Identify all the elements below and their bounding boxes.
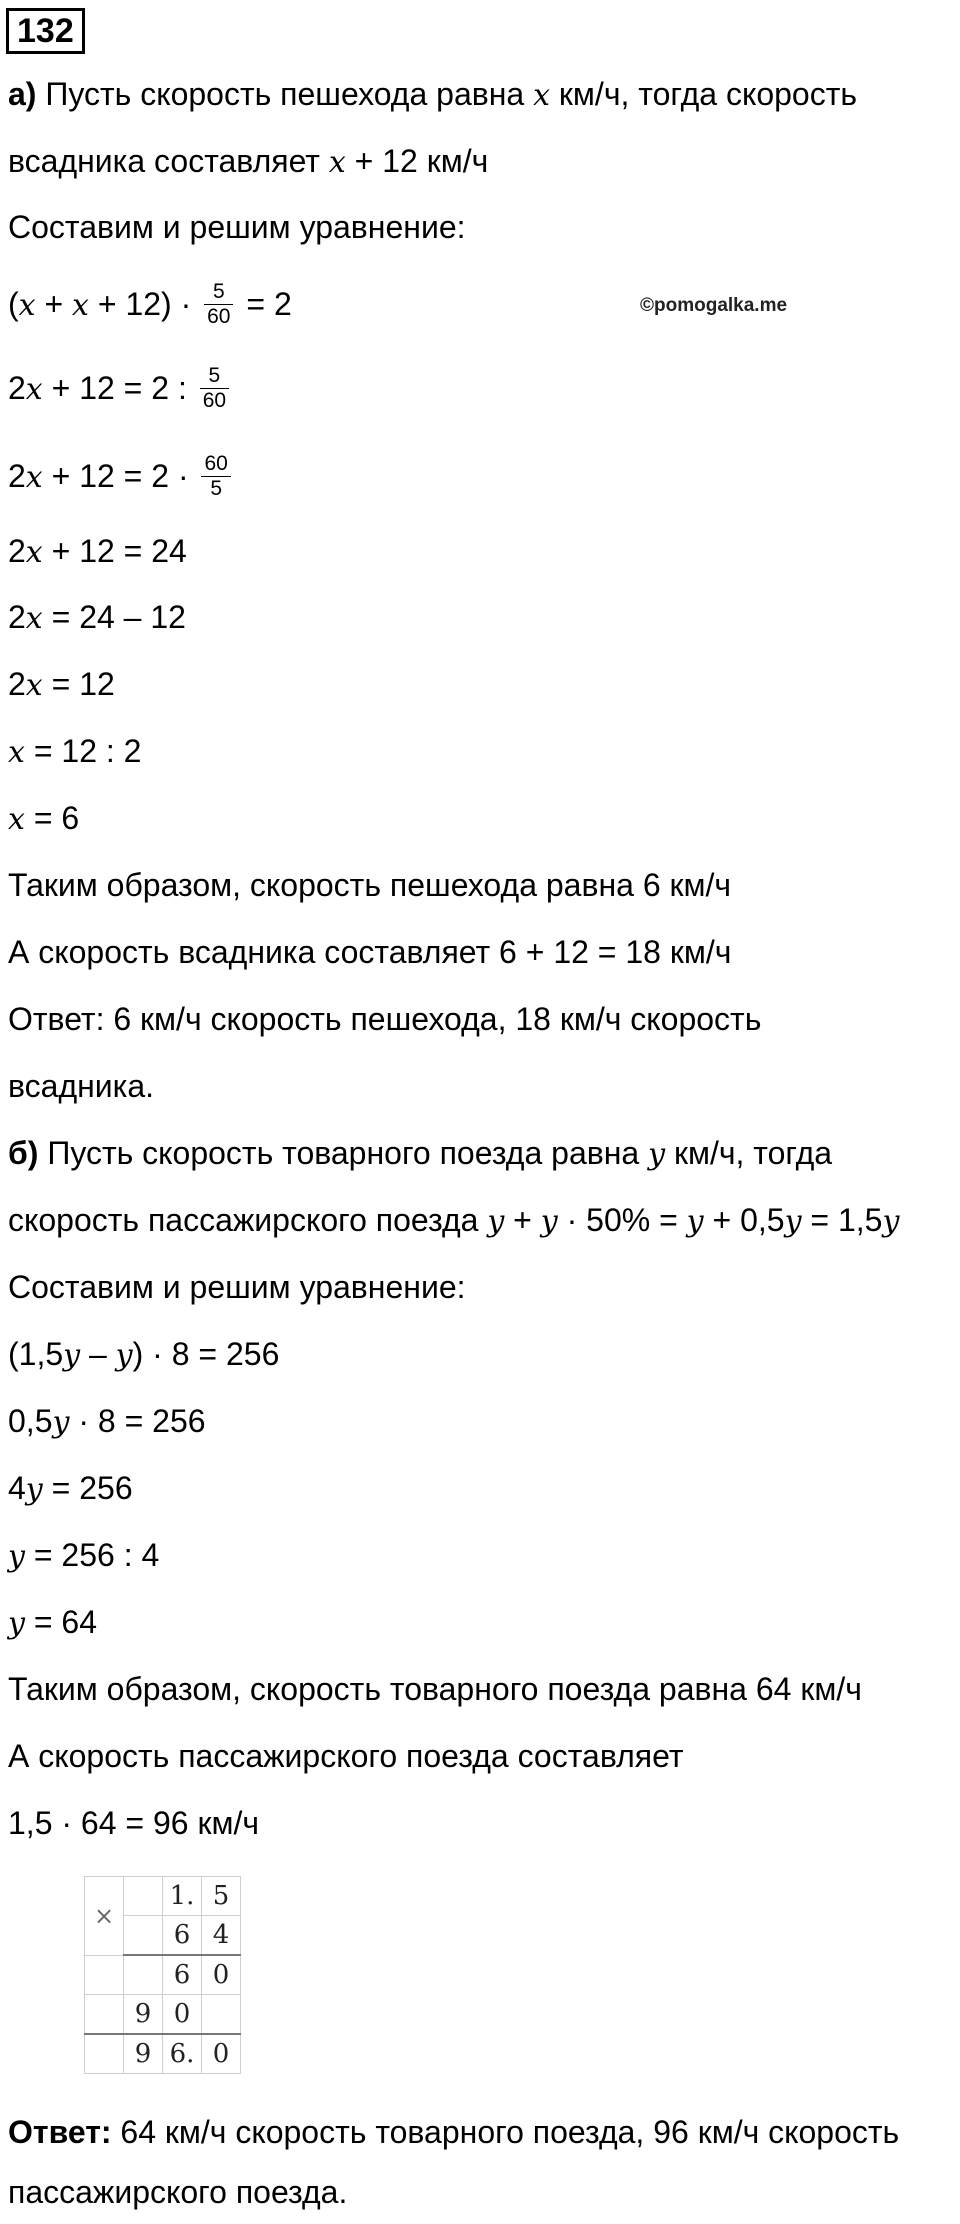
text: скорость пассажирского поезда xyxy=(8,1202,479,1238)
calc-cell: 6. xyxy=(163,2034,202,2074)
part-a-intro-line-1 xyxy=(8,74,857,116)
part-a-equation-1 xyxy=(8,282,292,331)
text: = 64 xyxy=(24,1604,98,1640)
part-b-equation-4 xyxy=(8,1535,159,1577)
text: 2 xyxy=(8,533,26,569)
part-b-compose: Составим и решим уравнение: xyxy=(8,1269,466,1305)
text: = 2 xyxy=(246,285,292,322)
text: = 256 : 4 xyxy=(24,1537,160,1573)
text: км/ч, тогда скорость xyxy=(558,76,858,112)
variable: x xyxy=(72,287,89,323)
part-b-equation-1 xyxy=(8,1334,279,1376)
part-b-intro-line-1 xyxy=(8,1133,832,1175)
text: + 12 = 2 : xyxy=(42,369,187,406)
multiply-operator: × xyxy=(85,1877,124,1956)
text: ( xyxy=(8,285,19,322)
part-b-marker: б) xyxy=(8,1135,39,1171)
part-b-result-3: 1,5 · 64 = 96 км/ч xyxy=(8,1805,260,1841)
text: всадника составляет xyxy=(8,143,320,179)
variable: x xyxy=(8,735,25,770)
text: (1,5 xyxy=(8,1336,64,1372)
fraction-numerator: 5 xyxy=(204,280,233,305)
calc-cell: 9 xyxy=(124,2034,163,2074)
part-b-result-1: Таким образом, скорость товарного поезда равна 64 км/ч xyxy=(8,1671,862,1707)
part-b-result-2: А скорость пассажирского поезда составляет xyxy=(8,1738,684,1774)
fraction xyxy=(204,280,233,329)
part-a-equation-6 xyxy=(8,664,115,706)
fraction-denominator: 60 xyxy=(207,305,231,328)
text: – xyxy=(80,1336,116,1372)
calc-cell: 0 xyxy=(202,1955,241,1995)
variable: y xyxy=(63,1338,81,1373)
variable: x xyxy=(25,601,43,636)
variable: y xyxy=(882,1204,900,1239)
calc-cell xyxy=(124,1955,163,1995)
variable: y xyxy=(115,1338,133,1373)
text: = 12 : 2 xyxy=(24,733,142,769)
variable: x xyxy=(25,371,43,407)
part-a-equation-4 xyxy=(8,531,187,573)
variable: y xyxy=(540,1204,558,1239)
variable: y xyxy=(648,1137,666,1172)
variable: x xyxy=(25,459,43,495)
variable: y xyxy=(25,1472,43,1507)
variable: x xyxy=(25,668,43,703)
variable: y xyxy=(487,1204,505,1239)
text: 2 xyxy=(8,666,26,702)
text: + 12 = 2 · xyxy=(42,457,189,494)
calc-cell xyxy=(124,1877,163,1916)
part-a-answer-1: Ответ: 6 км/ч скорость пешехода, 18 км/ч скорость xyxy=(8,1001,762,1037)
variable: x xyxy=(25,535,43,570)
calc-cell: 0 xyxy=(202,2034,241,2074)
part-a-equation-2 xyxy=(8,366,233,415)
fraction-denominator: 60 xyxy=(202,389,227,412)
text: 4 xyxy=(8,1470,26,1506)
calc-cell: 9 xyxy=(124,1995,163,2035)
calc-cell xyxy=(85,1995,124,2035)
column-multiplication xyxy=(84,1876,241,2074)
text: 0,5 xyxy=(8,1403,53,1439)
text: = 256 xyxy=(42,1470,133,1506)
part-a-answer-2: всадника. xyxy=(8,1068,155,1104)
part-b-equation-2 xyxy=(8,1401,206,1443)
text: ) · 8 = 256 xyxy=(132,1336,280,1372)
text: + 12 = 24 xyxy=(42,533,187,569)
part-a-equation-5 xyxy=(8,597,186,639)
part-b-answer-2: пассажирского поезда. xyxy=(8,2174,348,2210)
text: + xyxy=(504,1202,541,1238)
part-a-result-2: А скорость всадника составляет 6 + 12 = 18 км/ч xyxy=(8,934,732,970)
variable: x xyxy=(8,802,25,837)
text: 2 xyxy=(8,369,26,406)
calc-cell xyxy=(202,1995,241,2035)
variable: y xyxy=(8,1606,25,1641)
text: км/ч, тогда xyxy=(673,1135,833,1171)
calc-cell xyxy=(124,1916,163,1956)
answer-label: Ответ: xyxy=(8,2114,112,2150)
calc-cell xyxy=(85,2034,124,2074)
calc-cell: 5 xyxy=(202,1877,241,1916)
part-a-intro-line-2 xyxy=(8,141,488,183)
text: = 24 – 12 xyxy=(42,599,186,635)
fraction xyxy=(200,364,229,413)
watermark: ©pomogalka.me xyxy=(640,295,788,316)
part-a-equation-8 xyxy=(8,798,79,840)
calc-cell: 4 xyxy=(202,1916,241,1956)
variable: y xyxy=(686,1204,704,1239)
text: · 50% = xyxy=(557,1202,687,1238)
text: 2 xyxy=(8,599,26,635)
part-b-intro-line-2 xyxy=(8,1200,899,1242)
part-b-answer-1 xyxy=(8,2112,899,2152)
part-a-marker: а) xyxy=(8,76,37,112)
part-a-compose: Составим и решим уравнение: xyxy=(8,209,466,245)
calc-cell: 0 xyxy=(163,1995,202,2035)
text: + xyxy=(35,285,73,322)
part-a-equation-3 xyxy=(8,454,235,503)
text: + 12 км/ч xyxy=(354,143,489,179)
text: = 12 xyxy=(42,666,115,702)
calc-cell xyxy=(85,1955,124,1995)
calc-cell: 6 xyxy=(163,1955,202,1995)
text: = 1,5 xyxy=(801,1202,883,1238)
variable: x xyxy=(18,287,36,323)
fraction xyxy=(201,452,230,501)
variable: y xyxy=(784,1204,802,1239)
fraction-numerator: 60 xyxy=(201,452,230,477)
variable: y xyxy=(8,1539,25,1574)
variable: x xyxy=(533,78,551,113)
text: + 12) · xyxy=(88,285,192,322)
calc-cell: 1. xyxy=(163,1877,202,1916)
fraction-numerator: 5 xyxy=(200,364,229,389)
text: = 6 xyxy=(24,800,80,836)
variable: x xyxy=(328,145,346,180)
calc-cell: 6 xyxy=(163,1916,202,1956)
text: · 8 = 256 xyxy=(69,1403,206,1439)
problem-number: 132 xyxy=(6,8,85,54)
part-b-equation-5 xyxy=(8,1602,97,1644)
part-b-equation-3 xyxy=(8,1468,133,1510)
fraction-denominator: 5 xyxy=(210,477,222,500)
text: 64 км/ч скорость товарного поезда, 96 км/ч скорость xyxy=(111,2114,900,2150)
part-a-result-1: Таким образом, скорость пешехода равна 6 км/ч xyxy=(8,867,732,903)
text: + 0,5 xyxy=(703,1202,785,1238)
text: Пусть скорость пешехода равна xyxy=(45,76,525,112)
text: Пусть скорость товарного поезда равна xyxy=(47,1135,640,1171)
variable: y xyxy=(52,1405,70,1440)
text: 2 xyxy=(8,457,26,494)
part-a-equation-7 xyxy=(8,731,141,773)
